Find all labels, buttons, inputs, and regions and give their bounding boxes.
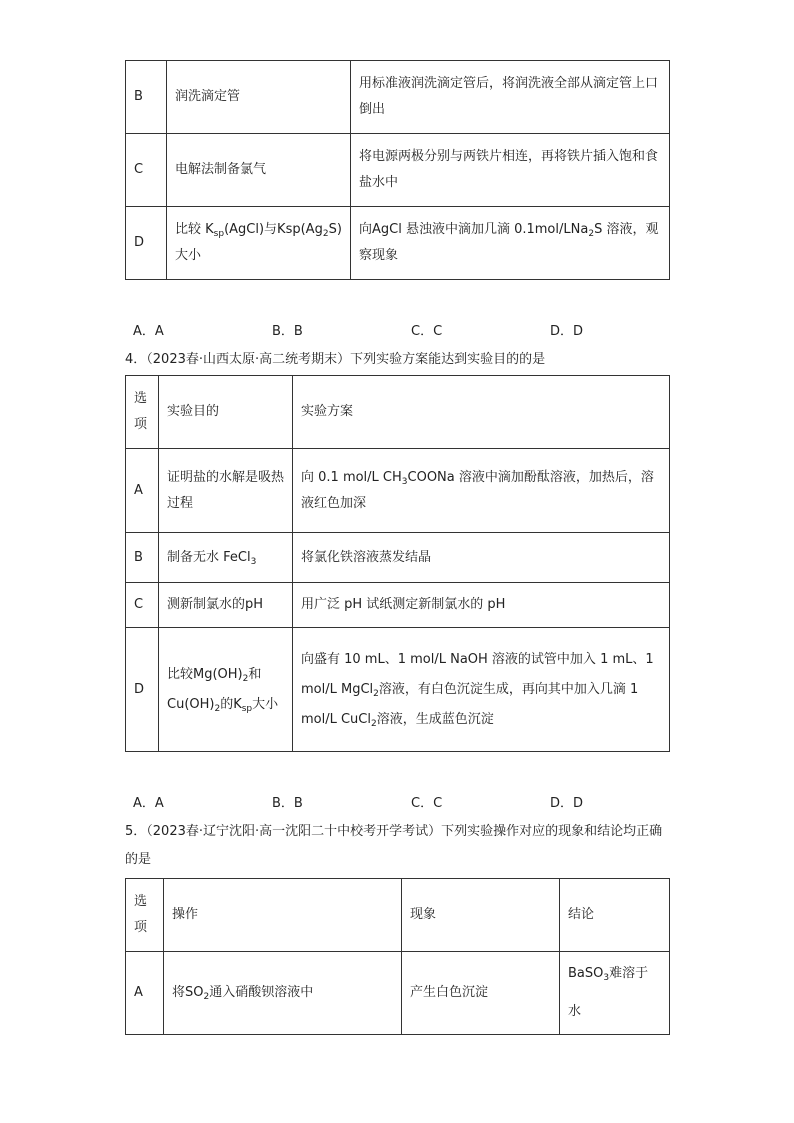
question-5-stem: 5．（2023春·辽宁沈阳·高一沈阳二十中校考开学考试）下列实验操作对应的现象和结论均正确的是 bbox=[125, 824, 663, 867]
header-option: 选项 bbox=[126, 879, 164, 952]
option-label: B bbox=[126, 533, 159, 583]
option-label: D bbox=[126, 207, 167, 280]
plan-cell: 向盛有 10 mL、1 mol/L NaOH 溶液的试管中加入 1 mL、1 mol/L MgCl$_2$溶液，有白色沉淀生成，再向其中加入几滴 1 mol/L CuCl$_2$溶液，生成蓝色沉淀 bbox=[293, 628, 670, 752]
answer-option-c[interactable]: C．C bbox=[411, 324, 443, 339]
conclusion-cell: BaSO$_3$难溶于水 bbox=[560, 952, 670, 1035]
goal-cell: 润洗滴定管 bbox=[167, 61, 351, 134]
goal-cell: 测新制氯水的pH bbox=[159, 583, 293, 628]
answer-option-b[interactable]: B．B bbox=[272, 324, 303, 339]
answer-option-a[interactable]: A．A bbox=[133, 324, 164, 339]
plan-cell: 将电源两极分别与两铁片相连，再将铁片插入饱和食盐水中 bbox=[351, 134, 670, 207]
option-label: B bbox=[126, 61, 167, 134]
answer-option-a[interactable]: A．A bbox=[133, 796, 164, 811]
option-label: A bbox=[126, 952, 164, 1035]
table-row bbox=[126, 134, 670, 207]
answer-option-b[interactable]: B．B bbox=[272, 796, 303, 811]
table-row bbox=[126, 449, 670, 533]
table-row bbox=[126, 952, 670, 1035]
table-q5 bbox=[125, 878, 670, 1035]
question-4-stem: 4．（2023春·山西太原·高二统考期末）下列实验方案能达到实验目的的是 bbox=[125, 352, 546, 367]
goal-cell: 比较 $K_{sp}(AgCl)$与$Ksp(Ag_2S)$大小 bbox=[167, 207, 351, 280]
table-header-row bbox=[126, 879, 670, 952]
table-header-row bbox=[126, 376, 670, 449]
header-goal: 实验目的 bbox=[159, 376, 293, 449]
header-phenomenon: 现象 bbox=[402, 879, 560, 952]
table-row bbox=[126, 628, 670, 752]
phenomenon-cell: 产生白色沉淀 bbox=[402, 952, 560, 1035]
plan-cell: 将氯化铁溶液蒸发结晶 bbox=[293, 533, 670, 583]
header-plan: 实验方案 bbox=[293, 376, 670, 449]
goal-cell: 比较$Mg(OH)_2$和$Cu(OH)_2$的$K_{sp}$大小 bbox=[159, 628, 293, 752]
header-option: 选项 bbox=[126, 376, 159, 449]
table-row bbox=[126, 583, 670, 628]
table-q4 bbox=[125, 375, 670, 752]
option-label: C bbox=[126, 583, 159, 628]
plan-cell: 向 0.1 mol/L $CH_3COONa$ 溶液中滴加酚酞溶液，加热后，溶液红色加深 bbox=[293, 449, 670, 533]
answer-option-d[interactable]: D．D bbox=[550, 324, 584, 339]
answer-option-d[interactable]: D．D bbox=[550, 796, 584, 811]
goal-cell: 电解法制备氯气 bbox=[167, 134, 351, 207]
option-label: D bbox=[126, 628, 159, 752]
header-operation: 操作 bbox=[164, 879, 402, 952]
option-label: A bbox=[126, 449, 159, 533]
table-row bbox=[126, 533, 670, 583]
table-row bbox=[126, 207, 670, 280]
operation-cell: 将$SO_2$通入硝酸钡溶液中 bbox=[164, 952, 402, 1035]
goal-cell: 证明盐的水解是吸热过程 bbox=[159, 449, 293, 533]
table-q3-continued bbox=[125, 60, 670, 280]
plan-cell: 用广泛 pH 试纸测定新制氯水的 pH bbox=[293, 583, 670, 628]
goal-cell: 制备无水 FeCl$_3$ bbox=[159, 533, 293, 583]
option-label: C bbox=[126, 134, 167, 207]
table-row bbox=[126, 61, 670, 134]
answer-option-c[interactable]: C．C bbox=[411, 796, 443, 811]
header-conclusion: 结论 bbox=[560, 879, 670, 952]
plan-cell: 向AgCl 悬浊液中滴加几滴 0.1mol/LNa$_2$S 溶液，观察现象 bbox=[351, 207, 670, 280]
plan-cell: 用标准液润洗滴定管后，将润洗液全部从滴定管上口倒出 bbox=[351, 61, 670, 134]
